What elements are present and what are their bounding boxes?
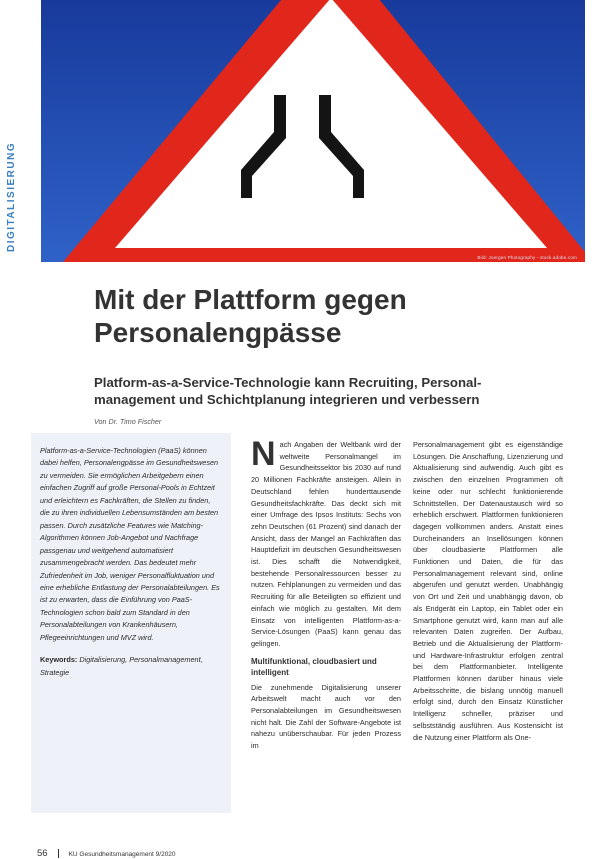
author-byline: Von Dr. Timo Fischer (94, 417, 162, 426)
footer-divider (58, 849, 59, 858)
page-footer (37, 848, 176, 859)
journal-name: KU Gesundheitsmanagement 9/2020 (68, 851, 176, 858)
keywords-label: Keywords: (40, 655, 78, 665)
section-label: DIGITALISIERUNG (6, 141, 17, 252)
title-line-2: Personalengpässe (94, 317, 342, 348)
subtitle-line-2: management und Schichtplanung integrieren und verbessern (94, 392, 480, 407)
section-heading: Multifunktional, cloudbasiert und intelligent (251, 656, 377, 677)
body-paragraph-2: Die zunehmende Digitalisierung unserer Arbeitswelt macht auch vor den Personalabteilungen im Gesundheitswesen nicht halt. Die Zahl der Software-Angebote ist nahezu unüberschaubar. Für jeden Prozess im (251, 682, 401, 751)
body-column-1 (251, 435, 401, 752)
body-column-2 (413, 439, 563, 743)
drop-cap: N (251, 435, 276, 473)
abstract-box (31, 433, 231, 813)
hero-image (41, 0, 585, 262)
body-paragraph-3: Personalmanagement gibt es eigenständige Lösungen. Die Anschaffung, Lizenzierung und Aktualisierung sind aufwendig. Auch gibt es zwischen den einzelnen Programmen oft keine oder nur schlecht funktionierende Schnittstellen. Der Datenaustausch wird so erheblich erschwert. Plattformen funktionieren dagegen vollkommen anders. Anstatt eines Durcheinanders an Insellösungen können über cloudbasierte Plattformen alle Funktionen und Daten, die für das Personalmanagement relevant sind, online abgerufen und genutzt werden. Unabhängig von Ort und Zeit und unabhängig davon, ob als Endgerät ein Laptop, ein Tablet oder ein Smartphone genutzt wird, kann man auf alle relevanten Daten zugreifen. Der Aufbau, Betrieb und die Aktualisierung der Plattform- und Hardware-Infrastruktur erfolgen zentral bei dem Plattformanbieter. Intelligente Plattformen können darüber hinaus viele Arbeitsschritte, die bislang unnötig manuell erfolgt sind, durch den Einsatz Künstlicher Intelligenz schneller, präziser und selbstständig ausführen. Aus Kostensicht ist die Nutzung einer Plattform als One- (413, 440, 563, 742)
page-number: 56 (37, 848, 48, 859)
section-tab (0, 0, 34, 262)
keywords-list: Digitalisierung, Personalmanagement, Strategie (40, 655, 203, 677)
keywords (40, 654, 222, 679)
subtitle-line-1: Platform-as-a-Service-Technologie kann Recruiting, Personal- (94, 375, 482, 390)
article-title (94, 283, 534, 349)
image-credit: Bild: Joergen Photography - stock.adobe.com (477, 255, 577, 260)
road-narrows-sign (41, 0, 585, 262)
article-subtitle (94, 374, 564, 408)
title-line-1: Mit der Plattform gegen (94, 284, 407, 315)
body-paragraph-1: ach Angaben der Weltbank wird der weltweite Personalmangel im Gesundheitssektor bis 2030 auf rund 20 Millionen Fachkräfte ansteigen. Allein in Deutschland fehlen hunderttausende Gesundheitsfachkräfte. Das deckt sich mit einer Umfrage des Ipsos Instituts: Sechs von zehn Deutschen (61 Prozent) sind danach der Ansicht, dass der Mangel an Fachkräften das Hauptdefizit im deutschen Gesundheitswesen ist. Dies schafft die Notwendigkeit, bestehende Personalressourcen besser zu nutzen. Fehlplanungen zu vermeiden und das Recruiting für alle Beteiligten so effizient und einfach wie möglich zu gestalten. Mit dem Einsatz von intelligenten Plattform-as-a-Service-Lösungen (PaaS) kann genau das gelingen. (251, 440, 401, 648)
abstract-text: Platform-as-a-Service-Technologien (PaaS) können dabei helfen, Personalengpässe im Gesundheitswesen zu vermeiden. Sie ermöglichen Arbeitgebern einen einfachen Zugriff auf große Personal-Pools in Echtzeit und erleichtern es Fachkräften, die Stellen zu finden, die zu ihren individuellen Lebensumständen am besten passen. Durch zusätzliche Features wie Matching-Algorithmen können Job-Angebot und Nachfrage passgenau und weitgehend automatisiert zusammengebracht werden. Das bedeutet mehr Zufriedenheit im Job, weniger Personalfluktuation und eine erhebliche Entlastung der Personalabteilungen. Es ist zu erwarten, dass die Einführung von PaaS-Technologien schon bald zum Standard in den Personalabteilungen von Krankenhäusern, Pflegeeinrichtungen und MVZ wird. (40, 446, 220, 642)
